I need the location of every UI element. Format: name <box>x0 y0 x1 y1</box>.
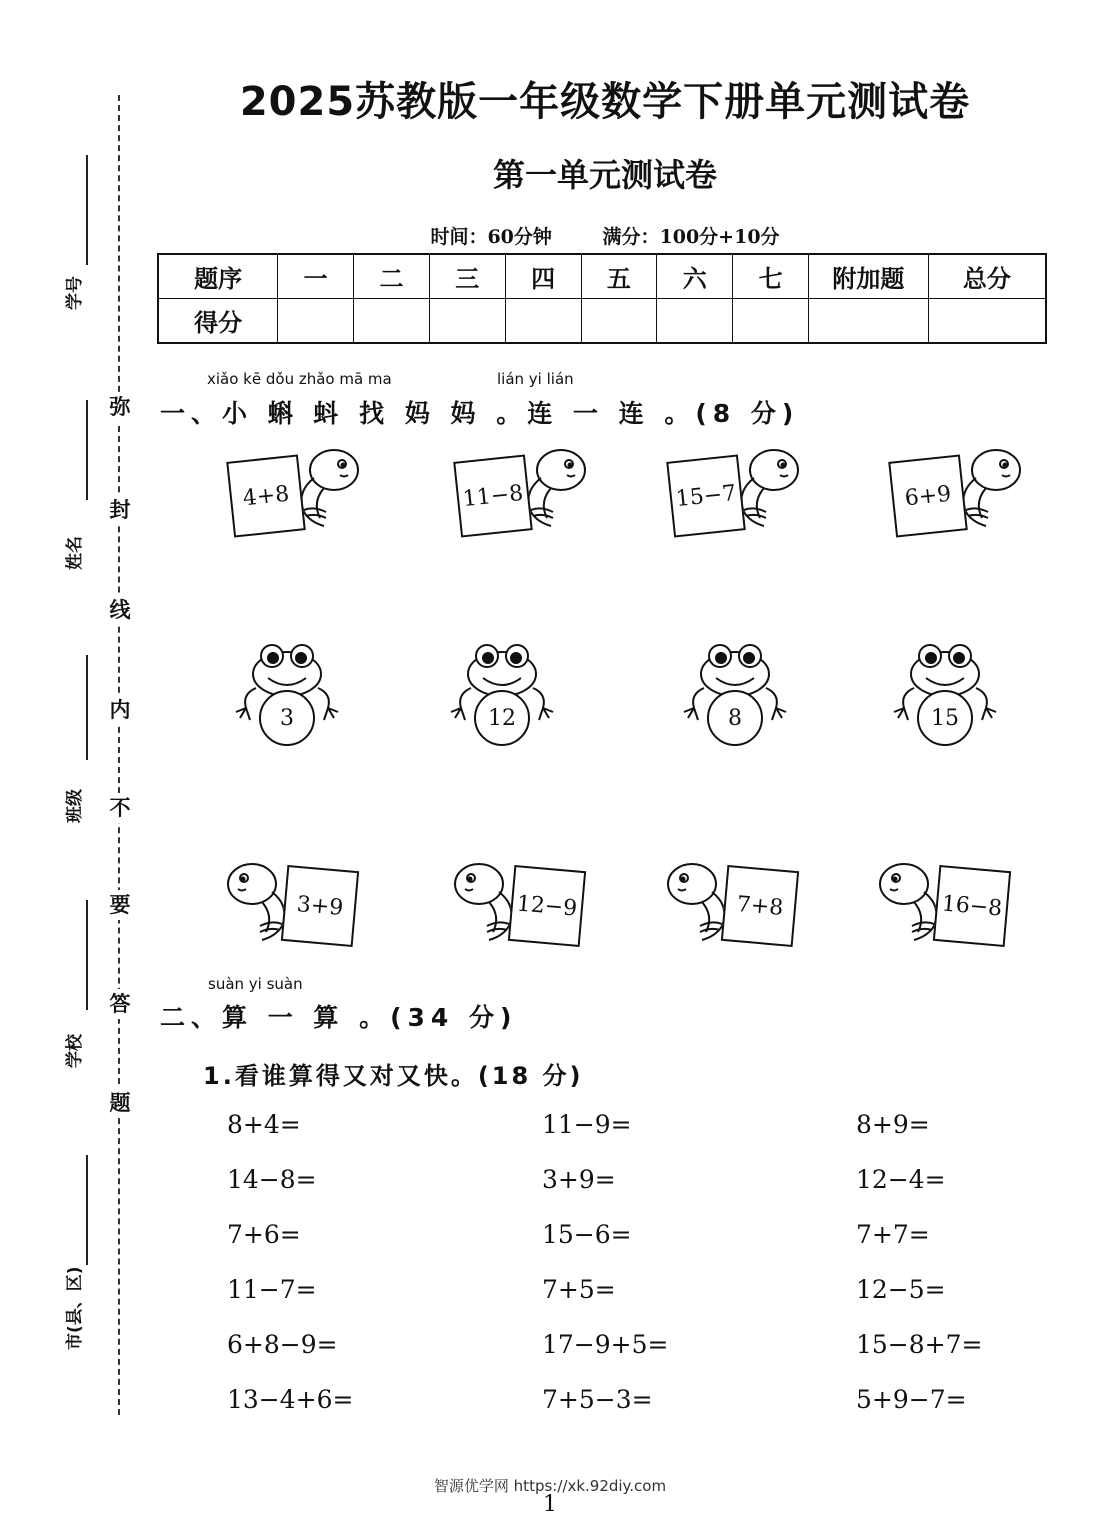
score-cell[interactable] <box>354 299 430 344</box>
score-table <box>157 253 1047 344</box>
frog-number[interactable]: 12 <box>474 690 530 746</box>
seal-char: 封 <box>104 495 136 525</box>
equation[interactable]: 6+8−9= <box>227 1330 338 1359</box>
header-cell: 总分 <box>928 254 1046 299</box>
equation[interactable]: 5+9−7= <box>856 1385 967 1414</box>
header-cell: 五 <box>581 254 657 299</box>
binding-dashed-line <box>118 95 120 1415</box>
page-subtitle: 第一单元测试卷 <box>492 156 717 194</box>
section1-pinyin-a: xiǎo kē dǒu zhǎo mā ma <box>207 370 392 388</box>
frog-number[interactable]: 15 <box>917 690 973 746</box>
equation[interactable]: 14−8= <box>227 1165 317 1194</box>
header-cell: 四 <box>505 254 581 299</box>
score-cell[interactable] <box>733 299 809 344</box>
tadpole-card[interactable]: 3+9 <box>281 865 359 947</box>
equation[interactable]: 15−6= <box>542 1220 632 1249</box>
field-class <box>20 655 100 835</box>
score-cell[interactable] <box>809 299 929 344</box>
seal-char: 内 <box>104 695 136 725</box>
frog-number[interactable]: 8 <box>707 690 763 746</box>
tadpole-card[interactable]: 11−8 <box>453 454 533 537</box>
tadpole-card[interactable]: 15−7 <box>666 454 746 537</box>
equation[interactable]: 12−4= <box>856 1165 946 1194</box>
score-header-row <box>158 254 1046 299</box>
seal-char: 弥 <box>104 392 136 422</box>
exam-full-score: 满分：100分+10分 <box>602 226 780 248</box>
field-student-number <box>20 150 100 330</box>
equation[interactable]: 11−9= <box>542 1110 632 1139</box>
header-cell: 六 <box>657 254 733 299</box>
page-number: 1 <box>543 1492 557 1517</box>
field-underline <box>86 155 88 265</box>
score-cell[interactable] <box>278 299 354 344</box>
field-label: 班级 <box>65 789 85 823</box>
tadpole-card[interactable]: 7+8 <box>721 865 799 947</box>
seal-char: 要 <box>104 890 136 920</box>
field-label: 学校 <box>65 1034 85 1068</box>
equation[interactable]: 15−8+7= <box>856 1330 983 1359</box>
equation[interactable]: 7+5= <box>542 1275 616 1304</box>
equation[interactable]: 8+9= <box>856 1110 930 1139</box>
field-label: 市(县、区) <box>65 1266 85 1350</box>
section1-pinyin-b: lián yi lián <box>497 370 574 388</box>
seal-char: 不 <box>104 793 136 823</box>
field-underline <box>86 900 88 1010</box>
equation[interactable]: 7+7= <box>856 1220 930 1249</box>
equation[interactable]: 12−5= <box>856 1275 946 1304</box>
tadpole-card[interactable]: 16−8 <box>933 865 1011 947</box>
header-cell: 一 <box>278 254 354 299</box>
score-value-row <box>158 299 1046 344</box>
binding-strip <box>0 0 150 1526</box>
field-label: 姓名 <box>65 536 85 570</box>
equation[interactable]: 3+9= <box>542 1165 616 1194</box>
tadpole-card[interactable]: 6+9 <box>888 454 968 537</box>
score-row-label: 得分 <box>158 299 278 344</box>
header-cell: 三 <box>429 254 505 299</box>
header-cell: 二 <box>354 254 430 299</box>
tadpole-card[interactable]: 4+8 <box>226 454 306 537</box>
field-name <box>20 400 100 580</box>
section2-pinyin: suàn yi suàn <box>208 975 303 993</box>
header-cell: 七 <box>733 254 809 299</box>
field-city <box>20 1155 100 1355</box>
score-cell[interactable] <box>581 299 657 344</box>
section2-sub1: 1.看谁算得又对又快。(18 分) <box>203 1062 584 1090</box>
seal-char: 答 <box>104 989 136 1019</box>
score-cell[interactable] <box>928 299 1046 344</box>
tadpole-card[interactable]: 12−9 <box>508 865 586 947</box>
exam-meta <box>160 222 1050 249</box>
exam-time: 时间：60分钟 <box>430 226 552 248</box>
equation[interactable]: 11−7= <box>227 1275 317 1304</box>
field-label: 学号 <box>65 276 85 310</box>
equation[interactable]: 7+6= <box>227 1220 301 1249</box>
field-underline <box>86 1155 88 1265</box>
field-school <box>20 900 100 1080</box>
header-cell: 附加题 <box>809 254 929 299</box>
section1-heading: 一、小 蝌 蚪 找 妈 妈 。连 一 连 。(8 分) <box>160 399 800 428</box>
score-cell[interactable] <box>657 299 733 344</box>
section2-heading: 二、算 一 算 。(34 分) <box>160 1003 518 1032</box>
frog-number[interactable]: 3 <box>259 690 315 746</box>
footer-watermark: 智源优学网 https://xk.92diy.com <box>433 1477 667 1495</box>
equation[interactable]: 7+5−3= <box>542 1385 653 1414</box>
header-cell: 题序 <box>158 254 278 299</box>
score-cell[interactable] <box>505 299 581 344</box>
score-cell[interactable] <box>429 299 505 344</box>
field-underline <box>86 400 88 500</box>
seal-char: 题 <box>104 1088 136 1118</box>
field-underline <box>86 655 88 760</box>
equation[interactable]: 17−9+5= <box>542 1330 669 1359</box>
equation[interactable]: 8+4= <box>227 1110 301 1139</box>
equation[interactable]: 13−4+6= <box>227 1385 354 1414</box>
seal-char: 线 <box>104 595 136 625</box>
page-title: 2025苏教版一年级数学下册单元测试卷 <box>239 79 971 125</box>
